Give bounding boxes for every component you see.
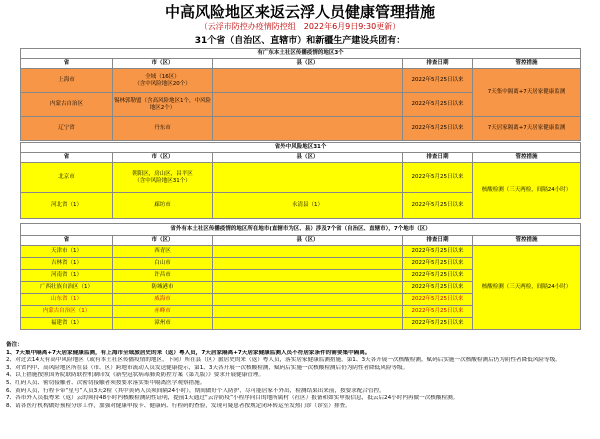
cell-province: 河南省（1） xyxy=(21,270,113,282)
cell-county xyxy=(213,270,403,282)
cell-province: 内蒙古自治区 xyxy=(21,93,113,117)
table-row xyxy=(21,246,581,258)
col-county: 县（区） xyxy=(213,153,403,163)
cell-county xyxy=(213,69,403,93)
cell-date: 2022年5月25日以来 xyxy=(403,294,473,306)
section3-table xyxy=(20,223,581,330)
section2-table xyxy=(20,142,581,219)
cell-county xyxy=(213,306,403,318)
cell-county xyxy=(213,294,403,306)
cell-city: 白山市 xyxy=(113,258,213,270)
cell-date: 2022年5月25日以来 xyxy=(403,69,473,93)
col-date: 排查日期 xyxy=(403,153,473,163)
cell-province: 吉林省（1） xyxy=(21,258,113,270)
col-county: 县（区） xyxy=(213,236,403,246)
col-date: 排查日期 xyxy=(403,236,473,246)
cell-province: 上海市 xyxy=(21,69,113,93)
cell-county xyxy=(213,282,403,294)
cell-date: 2022年5月25日以来 xyxy=(403,193,473,219)
cell-county xyxy=(213,163,403,193)
cell-measure: 7天集中隔离+7天居家健康监测 xyxy=(473,69,581,117)
note-line: 3、对省内中、高风险地区所在县（市、区）跨地市流动人员发送健康提示，第1、3天各开展一次核酸检测，赋码后实施一次核酸检测后仍为阴性者降低风险等级。 xyxy=(6,364,409,371)
col-county: 县（区） xyxy=(213,59,403,69)
table-row xyxy=(21,163,581,193)
cell-date: 2022年5月25日以来 xyxy=(403,163,473,193)
page-title: 中高风险地区来返云浮人员健康管理措施 xyxy=(164,3,435,21)
cell-county xyxy=(213,93,403,117)
col-province: 省 xyxy=(21,153,113,163)
table-row xyxy=(21,117,581,141)
notes-label: 备注： xyxy=(6,342,23,348)
section1-table xyxy=(20,48,581,141)
cell-city: 许昌市 xyxy=(113,270,213,282)
cell-city: 防城港市 xyxy=(113,282,213,294)
cell-city: 全域（16区） （含中风险地区20个） xyxy=(113,69,213,93)
note-line: 7、各市外人员抵粤来（返）云的须持48小时内核酸检测阴性证明，提前1天通过“云浮防疫”小程序向目的地所属村（社区）报备和如实申报信息，抵云后24小时内再做一次核酸检测。 xyxy=(6,395,459,402)
cell-province: 山东省（1） xyxy=(21,294,113,306)
col-measure: 管控措施 xyxy=(473,236,581,246)
note-line: 1、7天集中隔离+7天居家健康监测，有上海市全域旅居史的来（返）粤人员，7天居家隔离+7天居家健康监测人员不符居家条件的需要集中隔离。 xyxy=(6,349,371,356)
cell-date: 2022年5月25日以来 xyxy=(403,306,473,318)
section1-title: 有广东本土社区传播疫情的地区3个 xyxy=(21,49,581,59)
cell-province: 辽宁省 xyxy=(21,117,113,141)
cell-city: 丹东市 xyxy=(113,117,213,141)
cell-province: 福建省（1） xyxy=(21,318,113,330)
table-row xyxy=(21,69,581,93)
cell-province: 天津市（1） xyxy=(21,246,113,258)
cell-date: 2022年5月25日以来 xyxy=(403,93,473,117)
col-city: 市（区） xyxy=(113,59,213,69)
cell-city: 西青区 xyxy=(113,246,213,258)
cell-city: 赤峰市 xyxy=(113,306,213,318)
cell-county xyxy=(213,117,403,141)
col-measure: 管控措施 xyxy=(473,59,581,69)
col-city: 市（区） xyxy=(113,153,213,163)
note-line: 8、请各医疗机构做好预检分诊工作，加强对健康申报卡、健康码、行程码的查验，发现可疑患者按规定闭环转运至发热门诊（诊室）排查。 xyxy=(6,402,351,409)
cell-city: 威海市 xyxy=(113,294,213,306)
col-city: 市（区） xyxy=(113,236,213,246)
region-summary: 31个省（自治区、直辖市）和新疆生产建设兵团有： xyxy=(194,36,406,46)
cell-date: 2022年5月25日以来 xyxy=(403,117,473,141)
cell-measure: 7天居家隔离+7天居家健康监测 xyxy=(473,117,581,141)
cell-date: 2022年5月25日以来 xyxy=(403,270,473,282)
col-date: 排查日期 xyxy=(403,59,473,69)
cell-province: 广西壮族自治区（1） xyxy=(21,282,113,294)
cell-province: 北京市 xyxy=(21,163,113,193)
cell-measure: 核酸检测（三天两检，间隔24小时） xyxy=(473,246,581,330)
col-province: 省 xyxy=(21,59,113,69)
cell-county xyxy=(213,258,403,270)
note-line: 5、红码人员、密切接触者、次密切接触者须按要求落实集中隔离医学观察措施。 xyxy=(6,379,206,386)
cell-city: 朝阳区，房山区，昌平区 （含中风险地区31个） xyxy=(113,163,213,193)
cell-county: 永清县（1） xyxy=(213,193,403,219)
col-measure: 管控措施 xyxy=(473,153,581,163)
section3-title: 省外有本土社区传播疫情的地区所在地市(直辖市为区、县）涉及7个省（自治区、直辖市），7个地市（区） xyxy=(21,224,581,236)
cell-date: 2022年5月25日以来 xyxy=(403,258,473,270)
cell-date: 2022年5月25日以来 xyxy=(403,282,473,294)
cell-province: 内蒙古自治区（1） xyxy=(21,306,113,318)
cell-county xyxy=(213,318,403,330)
note-line: 2、对过去14天有高中风险地区（或有本土社区传播疫情的地区，下同）所在县（区）旅居史的来（返）粤人员，落实居家健康监测措施，第1、3天各开展一次核酸检测，赋码后实施一次核酸检测后仍为阴性者降低风险等级。 xyxy=(6,357,561,364)
cell-measure: 核酸检测（三天两检，间隔24小时） xyxy=(473,163,581,219)
cell-city: 漳州市 xyxy=(113,318,213,330)
col-province: 省 xyxy=(21,236,113,246)
cell-county xyxy=(213,246,403,258)
section2-title: 省外中风险地区31个 xyxy=(21,143,581,153)
page-subtitle: （云浮市防控办疫情防控组 2022年6月9日9:30更新） xyxy=(199,22,401,31)
cell-province: 河北省（1） xyxy=(21,193,113,219)
note-line: 6、黄码人员，行程卡带“星号”人员3天2检（其中黄码人员须间隔24小时），期间做好个人防护，尽可能居家不外出，检测结果出来前，按要求配合管控。 xyxy=(6,387,385,394)
cell-city: 锡林郭勒盟（含高风险地区1个，中风险地区2个） xyxy=(113,93,213,117)
cell-date: 2022年5月25日以来 xyxy=(403,318,473,330)
note-line: 4、以上措施按照国务院联防联控机制印发《新型冠状病毒肺炎防控方案（第九版）》要求开展健康管理。 xyxy=(6,372,265,379)
notes xyxy=(6,342,596,410)
cell-date: 2022年5月25日以来 xyxy=(403,246,473,258)
cell-city: 廊坊市 xyxy=(113,193,213,219)
